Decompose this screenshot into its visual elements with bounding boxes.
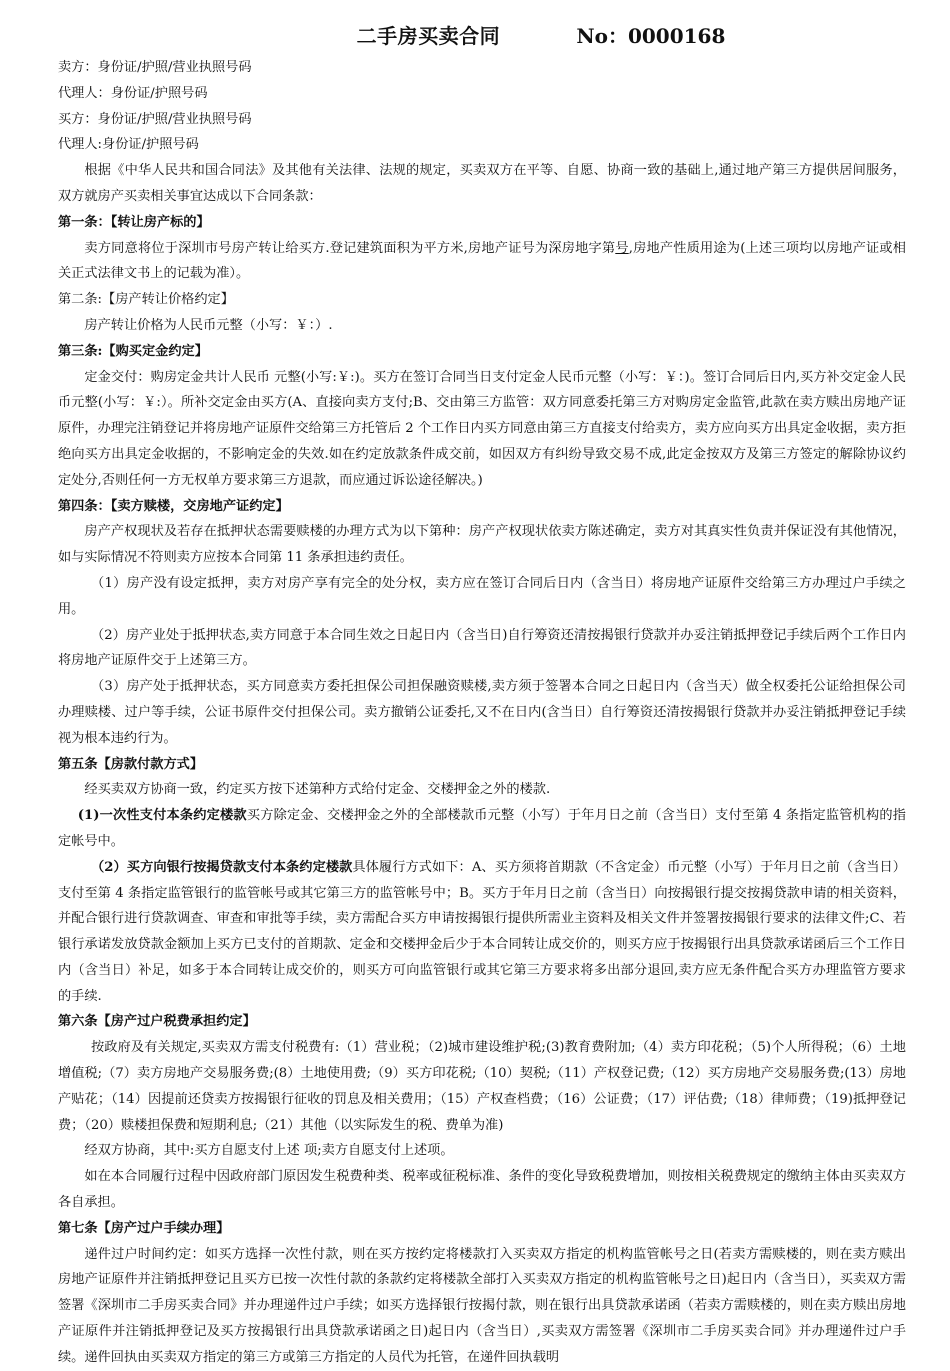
article-4-item-1: （1）房产没有设定抵押，卖方对房产享有完全的处分权，卖方应在签订合同后日内（含当日）将房地产证原件交给第三方办理过户手续之用。 bbox=[58, 575, 906, 617]
article-6-agreement: 经双方协商，其中:买方自愿支付上述 项;卖方自愿支付上述项。 bbox=[84, 1143, 454, 1159]
article-7-heading: 第七条【房产过户手续办理】 bbox=[58, 1220, 230, 1236]
article-3-heading: 第三条:【购买定金约定】 bbox=[58, 343, 208, 359]
article-5-item-2 bbox=[58, 855, 906, 1010]
article-5-item-2-label: （2）买方向银行按揭贷款支付本条约定楼款 bbox=[91, 859, 353, 875]
contract-number: No：0000168 bbox=[576, 24, 726, 48]
article-2-body: 房产转让价格为人民币元整（小写：￥：）. bbox=[84, 317, 333, 333]
article-6-heading: 第六条【房产过户税费承担约定】 bbox=[58, 1014, 256, 1030]
article-4-item-2: （2）房产业处于抵押状态,卖方同意于本合同生效之日起日内（含当日)自行筹资还清按揭银行贷款并办妥注销抵押登记手续后两个工作日内将房地产证原件交于上述第三方。 bbox=[58, 627, 906, 669]
article-5-item-2-text: 具体履行方式如下：A、买方须将首期款（不含定金）币元整（小写）于年月日之前（含当日）支付至第 4 条指定监管银行的监管帐号或其它第三方的监管帐号中；B。买方于年月日之前（含当日）向按揭银行提交按揭贷款申请的相关资料，并配合银行进行贷款调查、审查和审批等手续，卖方需配合买方申请按揭银行提供所需业主资料及相关文件并签署按揭银行要求的法律文件;C、若银行承诺发放贷款金额加上买方已支付的首期款、定金和交楼押金后少于本合同转让成交价的，则买方应于按揭银行出具贷款承诺函后三个工作日内（含当日）补足，如多于本合同转让成交价的，则买方可向监管银行或其它第三方要求将多出部分退回,卖方应无条件配合买方办理监管方要求的手续. bbox=[58, 859, 906, 1004]
document-title: 二手房买卖合同 bbox=[356, 24, 501, 48]
article-5-item-1-text: 买方除定金、交楼押金之外的全部楼款币元整（小写）于年月日之前（含当日）支付至第 4 条指定监管机构的指定帐号中。 bbox=[58, 808, 906, 849]
buyer-agent-line: 代理人:身份证/护照号码 bbox=[58, 137, 199, 153]
article-5-item-1-label: (1)一次性支付本条约定楼款 bbox=[77, 808, 247, 824]
article-4-item-3: （3）房产处于抵押状态，买方同意卖方委托担保公司担保融资赎楼,卖方须于签署本合同之日起日内（含当天）做全权委托公证给担保公司办理赎楼、过户等手续，公证书原件交付担保公司。卖方撤销公证委托,又不在日内(含当日）自行筹资还清按揭银行贷款并办妥注销抵押登记手续视为根本违约行为。 bbox=[58, 679, 906, 746]
seller-agent-line: 代理人：身份证/护照号码 bbox=[58, 85, 208, 101]
article-4-heading: 第四条：【卖方赎楼，交房地产证约定】 bbox=[58, 498, 289, 514]
article-1-body bbox=[58, 236, 906, 288]
article-5-heading: 第五条【房款付款方式】 bbox=[58, 756, 204, 772]
article-4-intro: 房产产权现状及若存在抵押状态需要赎楼的办理方式为以下第种：房产产权现状依卖方陈述确定，卖方对其真实性负责并保证没有其他情况，如与实际情况不符则卖方应按本合同第 11 条承担违约责任。 bbox=[58, 524, 906, 566]
article-1-heading: 第一条：【转让房产标的】 bbox=[58, 214, 210, 230]
article-6-change: 如在本合同履行过程中因政府部门原因发生税费种类、税率或征税标准、条件的变化导致税费增加，则按相关税费规定的缴纳主体由买卖双方各自承担。 bbox=[58, 1169, 906, 1211]
seller-line: 卖方：身份证/护照/营业执照号码 bbox=[58, 60, 252, 75]
preamble: 根据《中华人民共和国合同法》及其他有关法律、法规的规定，买卖双方在平等、自愿、协商一致的基础上,通过地产第三方提供居间服务，双方就房产买卖相关事宜达成以下合同条款： bbox=[58, 163, 906, 204]
article-5-intro: 经买卖双方协商一致，约定买方按下述第种方式给付定金、交楼押金之外的楼款. bbox=[84, 782, 551, 798]
article-6-body: 按政府及有关规定,买卖双方需支付税费有:（1）营业税；（2)城市建设维护税;(3)教育费附加;（4）卖方印花税；（5)个人所得税；（6）土地增值税;（7）卖方房地产交易服务费;(8）土地使用费;（9）买方印花税;（10）契税;（11）产权登记费;（12）买方房地产交易服务费;(13）房地产贴花；（14）因提前还贷卖方按揭银行征收的罚息及相关费用；（15）产权查档费；（16）公证费；（17）评估费;（18）律师费；（19)抵押登记费；（20）赎楼担保费和短期利息;（21）其他（以实际发生的税、费单为准) bbox=[58, 1040, 906, 1133]
title-row bbox=[58, 18, 906, 54]
buyer-line: 买方：身份证/护照/营业执照号码 bbox=[58, 111, 252, 127]
article-2-heading: 第二条:【房产转让价格约定】 bbox=[58, 292, 234, 308]
article-1-text-b: ,房地产性质用途为(上述三项均以房地产证或相关正式法律文书上的记载为准）。 bbox=[58, 240, 906, 282]
article-3-body: 定金交付：购房定金共计人民币 元整(小写:￥:)。买方在签订合同当日支付定金人民币元整（小写：￥：)。签订合同后日内,买方补交定金人民币元整(小写：￥:）。所补交定金由买方(A、直接向卖方支付;B、交由第三方监管：双方同意委托第三方对购房定金监管,此款在卖方赎出房地产证原件，办理完注销登记并将房地产证原件交给第三方托管后 2 个工作日内买方同意由第三方直接支付给卖方，卖方应向买方出具定金收据，卖方拒绝向买方出具定金收据的，不影响定金的失效.如在约定放款条件成交前，如因双方有纠纷导致交易不成,此定金按双方及第三方签定的解除协议约定处分,否则任何一方无权单方要求第三方退款，而应通过诉讼途径解决。) bbox=[58, 369, 906, 488]
article-1-underlined: 号 bbox=[615, 240, 629, 256]
article-5-item-1 bbox=[58, 803, 906, 855]
article-1-text-a: 卖方同意将位于深圳市号房产转让给买方.登记建筑面积为平方米,房地产证号为深房地字第 bbox=[84, 240, 616, 256]
article-7-body: 递件过户时间约定：如买方选择一次性付款，则在买方按约定将楼款打入买卖双方指定的机构监管帐号之日(若卖方需赎楼的，则在卖方赎出房地产证原件并注销抵押登记且买方已按一次性付款的条款约定将楼款全部打入买卖双方指定的机构监管帐号之日)起日内（含当日），买卖双方需签署《深圳市二手房买卖合同》并办理递件过户手续；如买方选择银行按揭付款，则在银行出具贷款承诺函（若卖方需赎楼的，则在卖方赎出房地产证原件并注销抵押登记及买方按揭银行出具贷款承诺函之日)起日内（含当日）,买卖双方需签署《深圳市二手房买卖合同》并办理递件过户手续。递件回执由买卖双方指定的第三方或第三方指定的人员代为托管，在递件回执载明 bbox=[58, 1246, 906, 1365]
